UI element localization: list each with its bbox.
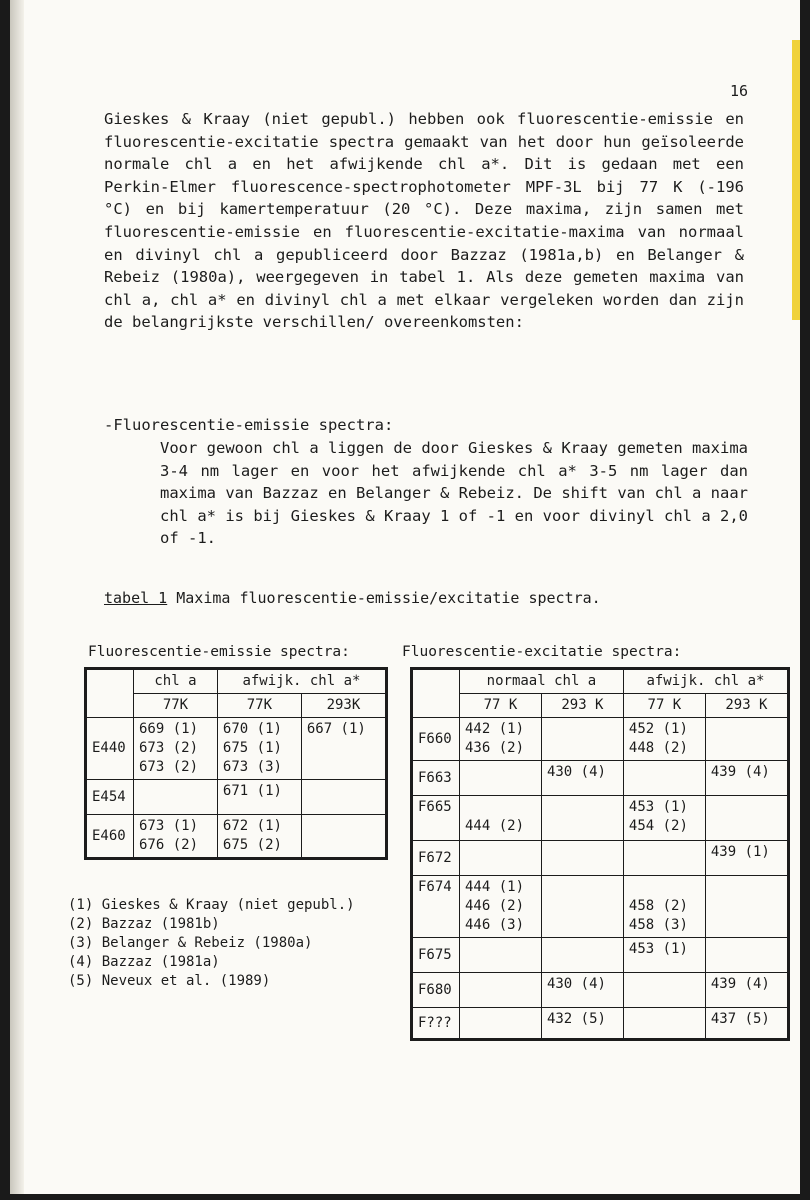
reference-list <box>68 896 355 991</box>
excitation-heading: Fluorescentie-excitatie spectra: <box>402 644 682 660</box>
table-row <box>412 841 789 876</box>
table-cell <box>705 876 788 938</box>
excitation-temp-293k: 293 K <box>705 694 788 718</box>
paragraph-intro: Gieskes & Kraay (niet gepubl.) hebben ook fluorescentie-emissie en fluorescentie-excitatie spectra gemaakt van het door hun geïsoleerde normale chl a en het afwijkende chl a*. Dit is gedaan met een Perkin-Elmer fluorescence-spectrophotometer MPF-3L bij 77 K (-196 °C) en bij kamertemperatuur (20 °C). Deze maxima, zijn samen met fluorescentie-emissie en fluorescentie-excitatie-maxima van normaal en divinyl chl a gepubliceerd door Bazzaz (1981a,b) en Belanger & Rebeiz (1980a), weergegeven in tabel 1. Als deze gemeten maxima van chl a, chl a* en divinyl chl a met elkaar vergeleken worden dan zijn de belangrijkste verschillen/ overeenkomsten: <box>104 110 744 332</box>
page-binding-shadow <box>10 0 24 1194</box>
table-cell <box>705 938 788 973</box>
table-cell: 673 (1) 676 (2) <box>134 815 218 859</box>
table-cell: 444 (1) 446 (2) 446 (3) <box>460 876 542 938</box>
table-row <box>86 815 387 859</box>
table-cell: 430 (4) <box>541 973 623 1008</box>
list-item: (1) Gieskes & Kraay (niet gepubl.) <box>68 897 355 913</box>
row-label: F675 <box>412 938 460 973</box>
row-label: F660 <box>412 718 460 761</box>
table-cell: 671 (1) <box>217 780 301 815</box>
table-cell: 439 (4) <box>705 761 788 796</box>
list-intro: -Fluorescentie-emissie spectra: <box>104 416 394 434</box>
table-cell <box>623 761 705 796</box>
table-row <box>86 718 387 780</box>
table-row <box>412 796 789 841</box>
page-number: 16 <box>730 82 749 100</box>
excitation-col-afwijk: afwijk. chl a* <box>623 669 788 694</box>
excitation-temp-77k: 77 K <box>623 694 705 718</box>
table-cell <box>134 780 218 815</box>
table-cell: 458 (2) 458 (3) <box>623 876 705 938</box>
table-cell <box>301 780 386 815</box>
table-cell <box>705 718 788 761</box>
table-cell: 452 (1) 448 (2) <box>623 718 705 761</box>
excitation-table <box>410 667 790 1041</box>
table-row <box>412 1008 789 1040</box>
table-caption <box>104 589 601 607</box>
table-cell: 453 (1) <box>623 938 705 973</box>
table-cell: 442 (1) 436 (2) <box>460 718 542 761</box>
emission-col-chl: chl a <box>134 669 218 694</box>
row-label: F665 <box>412 796 460 841</box>
document-page <box>10 0 800 1194</box>
table-cell: 453 (1) 454 (2) <box>623 796 705 841</box>
emission-temp-77k: 77K <box>134 694 218 718</box>
table-cell <box>301 815 386 859</box>
page-edge-tab <box>792 40 800 320</box>
table-cell <box>541 876 623 938</box>
table-row <box>86 780 387 815</box>
table-cell <box>541 938 623 973</box>
row-label: F672 <box>412 841 460 876</box>
table-cell: 437 (5) <box>705 1008 788 1040</box>
table-cell <box>541 718 623 761</box>
emission-temp-293k: 293K <box>301 694 386 718</box>
paragraph-emission: Voor gewoon chl a liggen de door Gieskes & Kraay gemeten maxima 3-4 nm lager en voor het afwijkende chl a* 3-5 nm lager dan maxima van Bazzaz en Belanger & Rebeiz. De shift van chl a naar chl a* is bij Gieskes & Kraay 1 of -1 en voor divinyl chl a 2,0 of -1. <box>160 439 748 548</box>
row-label: F680 <box>412 973 460 1008</box>
table-cell: 432 (5) <box>541 1008 623 1040</box>
table-cell <box>705 796 788 841</box>
table-cell <box>460 1008 542 1040</box>
table-cell: 439 (4) <box>705 973 788 1008</box>
table-cell: 672 (1) 675 (2) <box>217 815 301 859</box>
table-row <box>412 938 789 973</box>
table-cell <box>460 938 542 973</box>
excitation-temp-293k: 293 K <box>541 694 623 718</box>
table-cell <box>623 973 705 1008</box>
row-label: E460 <box>86 815 134 859</box>
table-cell <box>623 841 705 876</box>
emission-table <box>84 667 388 860</box>
excitation-col-normaal: normaal chl a <box>460 669 624 694</box>
emission-col-afwijk: afwijk. chl a* <box>217 669 386 694</box>
emission-temp-77k: 77K <box>217 694 301 718</box>
table-cell: 439 (1) <box>705 841 788 876</box>
table-cell <box>460 841 542 876</box>
row-label: E440 <box>86 718 134 780</box>
list-item: (3) Belanger & Rebeiz (1980a) <box>68 935 313 951</box>
table-cell: 669 (1) 673 (2) 673 (2) <box>134 718 218 780</box>
table-cell: 670 (1) 675 (1) 673 (3) <box>217 718 301 780</box>
emission-heading: Fluorescentie-emissie spectra: <box>88 644 350 660</box>
table-row <box>412 718 789 761</box>
table-cell <box>541 796 623 841</box>
table-row <box>412 973 789 1008</box>
table-row <box>412 876 789 938</box>
table-cell <box>623 1008 705 1040</box>
list-item: (4) Bazzaz (1981a) <box>68 954 220 970</box>
row-label: F??? <box>412 1008 460 1040</box>
table-cell <box>460 973 542 1008</box>
row-label: F674 <box>412 876 460 938</box>
row-label: E454 <box>86 780 134 815</box>
table-caption-text: Maxima fluorescentie-emissie/excitatie spectra. <box>167 589 601 607</box>
table-cell <box>460 761 542 796</box>
list-item: (2) Bazzaz (1981b) <box>68 916 220 932</box>
list-item: (5) Neveux et al. (1989) <box>68 973 271 989</box>
table-row <box>412 761 789 796</box>
table-cell: 444 (2) <box>460 796 542 841</box>
table-cell <box>541 841 623 876</box>
table-cell: 667 (1) <box>301 718 386 780</box>
excitation-temp-77k: 77 K <box>460 694 542 718</box>
table-caption-label: tabel 1 <box>104 589 168 607</box>
table-cell: 430 (4) <box>541 761 623 796</box>
row-label: F663 <box>412 761 460 796</box>
